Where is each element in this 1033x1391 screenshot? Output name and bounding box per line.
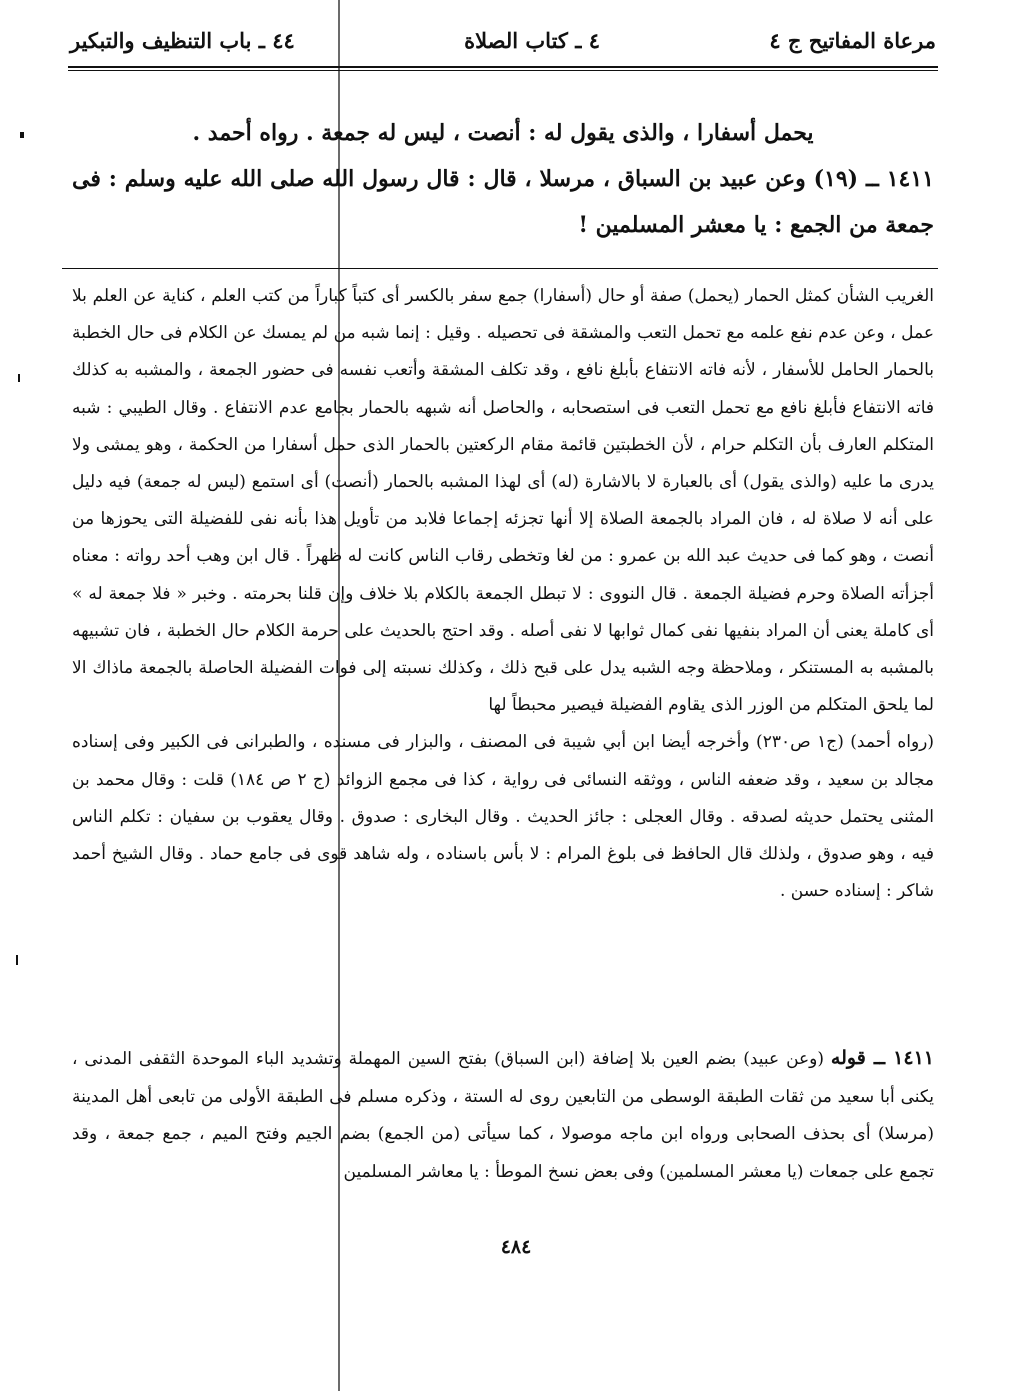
- scan-speck: [20, 132, 24, 138]
- hadith-line-2: ١٤١١ ــ (١٩) وعن عبيد بن السباق ، مرسلا ، قال : قال رسول الله صلى الله عليه وسلم : فى جمعة من الجمع : يا معشر المسلمين !: [72, 166, 934, 238]
- section-title: ٤٤ ـ باب التنظيف والتبكير: [70, 27, 295, 53]
- hadith-text: [72, 110, 934, 248]
- commentary-paragraph-2: (رواه أحمد) (ج١ ص٢٣٠) وأخرجه أيضا ابن أبي شيبة فى المصنف ، والبزار فى مسنده ، والطبرانى فى الكبير وفى إسناده مجالد بن سعيد ، وقد ضعفه الناس ، ووثقه النسائى فى رواية ، كذا فى مجمع الزوائد (ج ٢ ص ١٨٤) قلت : وقال محمد بن المثنى يحتمل حديثه لصدقه . وقال العجلى : جائز الحديث . وقال البخارى : صدوق . وقال يعقوب بن سفيان : تكلم الناس فيه ، وهو صدوق ، ولذلك قال الحافظ فى بلوغ المرام : لا بأس باسناده ، وله شاهد قوى فى جامع حماد . وقال الشيخ أحمد شاكر : إسناده حسن .: [72, 732, 934, 902]
- header-rule-thin: [68, 70, 938, 71]
- qawl-lead: ١٤١١ ــ قوله: [830, 1047, 934, 1069]
- commentary-block: [72, 278, 934, 1038]
- hadith-line-1: يحمل أسفارا ، والذى يقول له : أنصت ، ليس له جمعة . رواه أحمد .: [192, 120, 814, 146]
- commentary-block-2: [72, 1040, 934, 1230]
- commentary-paragraph-3-text: (وعن عبيد) بضم العين بلا إضافة (ابن السباق) بفتح السين المهملة وتشديد الباء الموحدة الثقفى المدنى ، يكنى أبا سعيد من ثقات الطبقة الوسطى من التابعين روى له الستة ، وذكره مسلم فى الطبقة الأولى من تابعى أهل المدينة (مرسلا) أى بحذف الصحابى ورواه ابن ماجه موصولا ، كما سيأتى (من الجمع) بضم الجيم وفتح الميم ، جمع جمعة ، وقد تجمع على جمعات (يا معشر المسلمين) وفى بعض نسخ الموطأ : يا معاشر المسلمين: [72, 1049, 934, 1182]
- scan-speck: [18, 374, 20, 382]
- commentary-paragraph-3: [72, 1040, 934, 1191]
- separator-rule: [62, 268, 938, 269]
- scan-speck: [16, 955, 18, 965]
- book-title: مرعاة المفاتيح ج ٤: [769, 27, 936, 53]
- header-rule: [68, 66, 938, 68]
- page-number: ٤٨٤: [500, 1236, 532, 1258]
- running-header: [70, 22, 936, 58]
- commentary-paragraph-1: الغريب الشأن كمثل الحمار (يحمل) صفة أو حال (أسفارا) جمع سفر بالكسر أى كتباً كباراً من كتب العلم ، كناية عن العلم بلا عمل ، وعن عدم نفع علمه مع تحمل التعب والمشقة فى تحصيله . وقيل : إنما شبه من لم يمسك عن الكلام فى حال الخطبة بالحمار الحامل للأسفار ، لأنه فاته الانتفاع بأبلغ نافع ، وقد تكلف المشقة وأتعب نفسه فى حضور الجمعة ، والمشبه به كذلك فاته الانتفاع فأبلغ نافع مع تحمل التعب فى استصحابه ، والحاصل أنه شبهه بالحمار بجامع عدم الانتفاع . وقال الطيبي : شبه المتكلم العارف بأن التكلم حرام ، لأن الخطبتين قائمة مقام الركعتين بالحمار الذى حمل أسفارا من الحكمة ، وهو يمشى ولا يدرى ما عليه (والذى يقول) أى بالعبارة لا بالاشارة (له) أى لهذا المشبه بالحمار (أنصت) أى استمع (ليس له جمعة) فيه دليل على أنه لا صلاة له ، فان المراد بالجمعة الصلاة إلا أنها تجزئه إجماعا فلابد من تأويل هذا بأنه نفى للفضيلة التى يحوزها من أنصت ، وهو كما فى حديث عبد الله بن عمرو : من لغا وتخطى رقاب الناس كانت له ظهراً . قال ابن وهب أحد رواته : معناه أجزأته الصلاة وحرم فضيلة الجمعة . قال النووى : لا تبطل الجمعة بالكلام بلا خلاف وإن قلنا بحرمته . وخبر « فلا جمعة له » أى كاملة يعنى أن المراد بنفيها نفى كمال ثوابها لا نفى أصله . وقد احتج بالحديث على حرمة الكلام حال الخطبة ، فان تشبيهه بالمشبه به المستنكر ، وملاحظة وجه الشبه يدل على قبح ذلك ، وكذلك نسبته إلى فوات الفضيلة الحاصلة بالجمعة ماذاك الا لما يلحق المتكلم من الوزر الذى يقاوم الفضيلة فيصير محبطاً لها: [72, 286, 934, 716]
- chapter-title: ٤ ـ كتاب الصلاة: [464, 27, 600, 53]
